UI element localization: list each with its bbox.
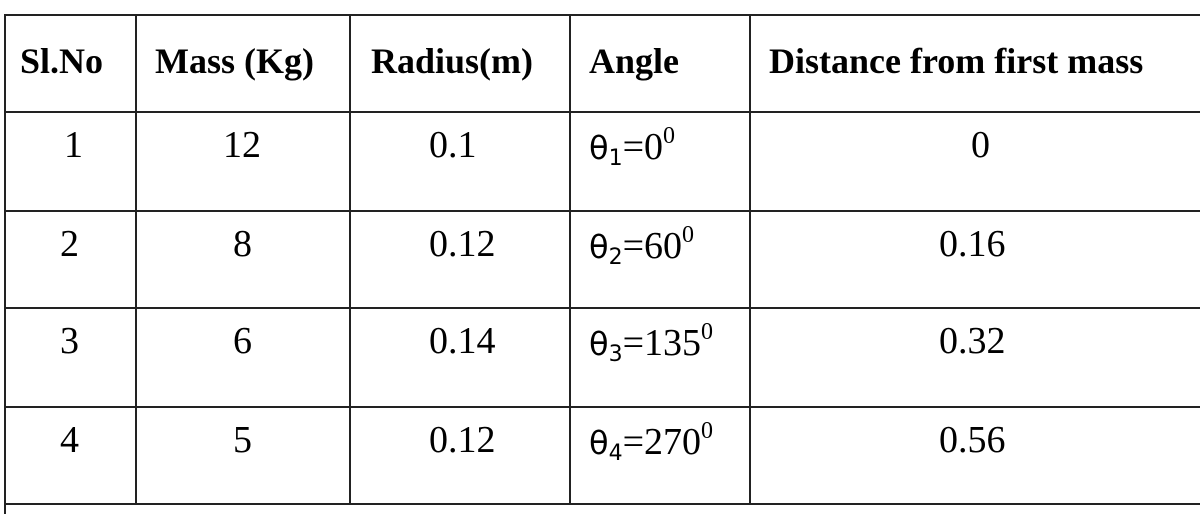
table-cell-distance <box>751 408 1200 505</box>
angle-value <box>589 222 694 270</box>
distance-value: 0.56 <box>939 419 1006 461</box>
table-cell-sl <box>6 309 137 408</box>
degree-superscript: 0 <box>701 418 714 444</box>
angle-degrees: 0 <box>644 126 664 168</box>
sl-value: 2 <box>60 223 79 265</box>
mass-value: 5 <box>233 419 252 461</box>
angle-subscript: 4 <box>608 441 623 466</box>
angle-equals: = <box>622 126 645 168</box>
table-cell-radius <box>351 212 571 309</box>
sl-value: 4 <box>60 419 79 461</box>
table-cell-angle <box>571 309 751 408</box>
angle-subscript: 1 <box>608 146 623 171</box>
table-cell-mass <box>137 309 351 408</box>
table-grid <box>4 14 1200 514</box>
header-sl-no: Sl.No <box>6 16 137 113</box>
table-cell-sl <box>6 408 137 505</box>
header-mass: Mass (Kg) <box>137 16 351 113</box>
header-angle: Angle <box>571 16 751 113</box>
header-radius: Radius(m) <box>351 16 571 113</box>
angle-degrees: 60 <box>644 225 683 267</box>
table-cell-radius <box>351 408 571 505</box>
table-cell-sl <box>6 113 137 212</box>
mass-value: 8 <box>233 223 252 265</box>
angle-value <box>589 418 713 466</box>
distance-value: 0.32 <box>939 320 1006 362</box>
table-cell-radius <box>351 309 571 408</box>
table-cell-mass <box>137 113 351 212</box>
theta-symbol: θ <box>589 424 609 462</box>
radius-value: 0.12 <box>429 223 496 265</box>
table-cell-radius <box>351 113 571 212</box>
table-cell-angle <box>571 212 751 309</box>
table-cell-mass <box>137 408 351 505</box>
table-cell-angle <box>571 408 751 505</box>
mass-value: 12 <box>223 124 261 166</box>
sl-value: 3 <box>60 320 79 362</box>
angle-value <box>589 123 675 171</box>
angle-equals: = <box>622 421 645 463</box>
angle-degrees: 135 <box>644 322 702 364</box>
angle-equals: = <box>622 322 645 364</box>
angle-degrees: 270 <box>644 421 702 463</box>
angle-equals: = <box>622 225 645 267</box>
table-cell-distance <box>751 113 1200 212</box>
table-cell-distance <box>751 309 1200 408</box>
theta-symbol: θ <box>589 228 609 266</box>
degree-superscript: 0 <box>682 222 695 248</box>
distance-value: 0 <box>971 124 990 166</box>
degree-superscript: 0 <box>701 319 714 345</box>
radius-value: 0.14 <box>429 320 496 362</box>
angle-subscript: 2 <box>608 245 623 270</box>
table-cell-mass <box>137 212 351 309</box>
table-cell-distance <box>751 212 1200 309</box>
radius-value: 0.1 <box>429 124 477 166</box>
sl-value: 1 <box>64 124 83 166</box>
header-distance: Distance from first mass <box>751 16 1200 113</box>
degree-superscript: 0 <box>663 123 676 149</box>
table-cell-sl <box>6 212 137 309</box>
theta-symbol: θ <box>589 129 609 167</box>
distance-value: 0.16 <box>939 223 1006 265</box>
angle-subscript: 3 <box>608 342 623 367</box>
theta-symbol: θ <box>589 325 609 363</box>
mass-value: 6 <box>233 320 252 362</box>
radius-value: 0.12 <box>429 419 496 461</box>
angle-value <box>589 319 713 367</box>
table-cell-angle <box>571 113 751 212</box>
